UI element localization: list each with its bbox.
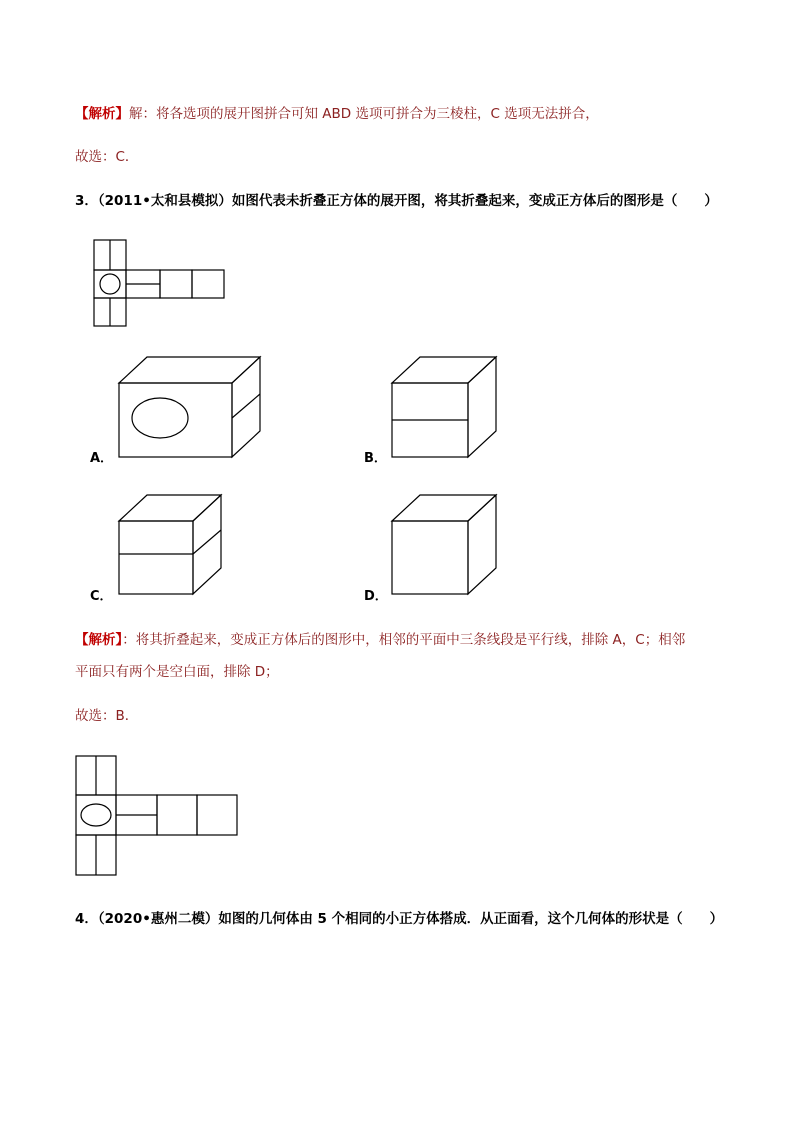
cube-option-b bbox=[392, 357, 496, 457]
analysis-3-line-2: 平面只有两个是空白面，排除 D； bbox=[75, 664, 279, 680]
cube-option-a bbox=[119, 357, 260, 457]
question-4: 4．（2020•惠州二模）如图的几何体由 5 个相同的小正方体搭成．从正面看，这个几何体的形状是（ ） bbox=[75, 911, 724, 927]
answer-3-line: 故选：B． bbox=[75, 708, 139, 724]
option-d-label: D． bbox=[364, 589, 388, 604]
analysis-3-text-1: ：将其折叠起来，变成正方体后的图形中，相邻的平面中三条线段是平行线，排除 A，C；相邻 bbox=[122, 632, 686, 648]
answer-line: 故选：C． bbox=[75, 149, 139, 165]
option-b-label: B． bbox=[364, 451, 387, 466]
analysis-3-tag: 【解析】 bbox=[75, 632, 123, 648]
net-figure-solution bbox=[76, 756, 237, 875]
cube-option-c bbox=[119, 495, 221, 594]
option-a-label: A． bbox=[90, 451, 114, 466]
question-3: 3．（2011•太和县模拟）如图代表未折叠正方体的展开图，将其折叠起来，变成正方体后的图形是（ ） bbox=[75, 193, 718, 209]
analysis-3-line-1 bbox=[75, 630, 685, 650]
analysis-tag: 【解析】 bbox=[75, 106, 129, 122]
option-c-label: C． bbox=[90, 589, 113, 604]
analysis-text: 解：将各选项的展开图拼合可知 ABD 选项可拼合为三棱柱，C 选项无法拼合， bbox=[129, 106, 599, 122]
cube-option-d bbox=[392, 495, 496, 594]
net-figure-small bbox=[94, 240, 224, 326]
